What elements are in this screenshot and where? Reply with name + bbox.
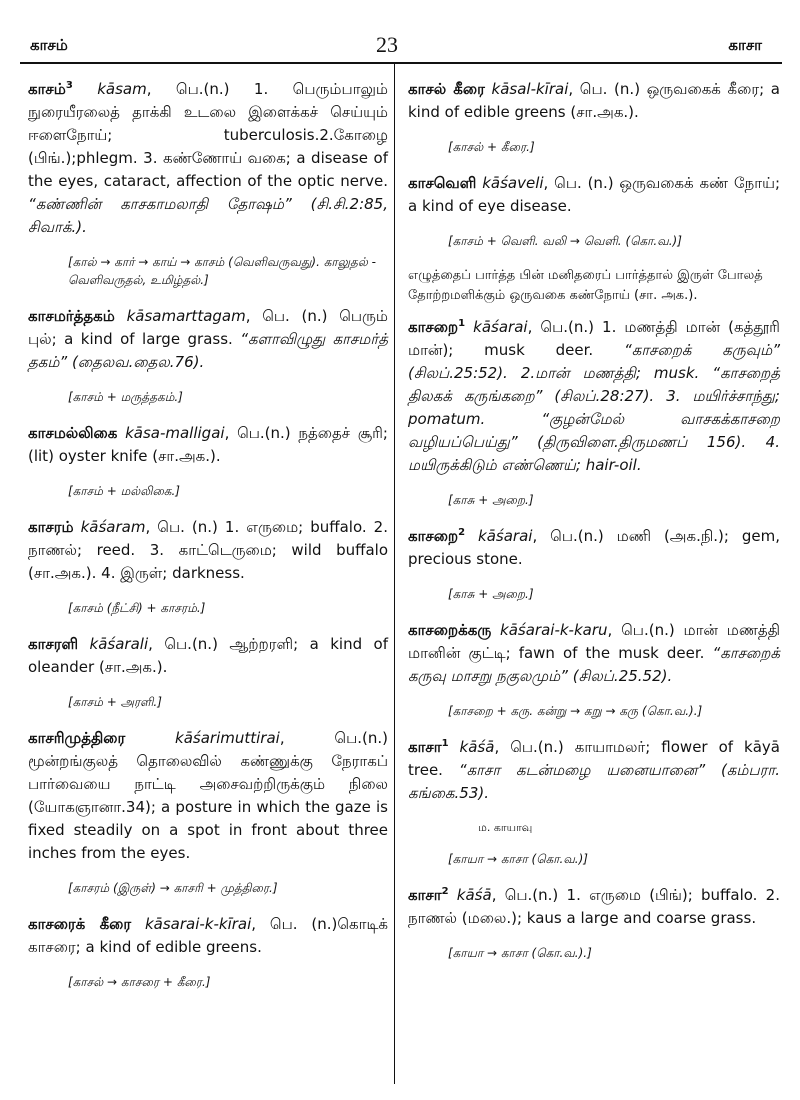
homonym-number: 2 — [458, 527, 466, 538]
entry-definition: , பெ.(n.) காயாமலர்; flower of kāyā tree. — [408, 738, 780, 779]
entry-headword: காசா — [408, 886, 442, 904]
header-rule — [20, 62, 782, 64]
dictionary-entry — [28, 633, 388, 679]
entry-definition: , பெ. (n.) பெரும் புல்; a kind of large grass. — [28, 307, 388, 348]
entry-etymology: [காசல் + கீரை.] — [448, 140, 535, 154]
entry-transliteration: kāsarai-k-kīrai — [144, 915, 252, 933]
dictionary-entry — [28, 516, 388, 585]
entry-etymology: [காசறை + கரு. கன்று → கறு → கரு (கொ.வ.).] — [448, 704, 703, 718]
entry-etymology: [காசம் + வெளி. வலி → வெளி. (கொ.வ.)] — [448, 234, 682, 248]
entry-definition: , பெ.(n.) 1. மணத்தி மான் (கத்தூரி மான்); musk deer. — [408, 318, 780, 359]
entry-definition: , பெ.(n.) ஆற்றரளி; a kind of oleander (சா.அக.). — [28, 635, 388, 676]
entry-transliteration: kāśarai-k-karu — [500, 621, 608, 639]
entry-headword: காசமர்த்தகம் — [28, 307, 115, 325]
entry-etymology: [காயா → காசா (கொ.வ.)] — [448, 852, 588, 866]
entry-transliteration: kāśaram — [80, 518, 146, 536]
page-header — [0, 0, 800, 62]
entry-headword: காசறைக்கரு — [408, 621, 492, 639]
entry-definition: , பெ.(n.) 1. எருமை (பிங்); buffalo. 2. நாணல் (மலை.); kaus a large and coarse grass. — [408, 886, 780, 927]
dictionary-entry — [408, 884, 780, 930]
entry-etymology: [காசம் (நீட்சி) + காசரம்.] — [68, 601, 206, 615]
entry-headword: காசவெளி — [408, 174, 477, 192]
entry-transliteration: kāśaveli — [482, 174, 544, 192]
entry-definition: , பெ.(n.) 1. பெரும்பாலும் நுரையீரலைத் தாக்கி உடலை இளைக்கச் செய்யும் ஈளைநோய்; tuberculosis.2.கோழை (பிங்.);phlegm. 3. கண்ணோய் வகை; a disease of the eyes, cataract, affection of the optic nerve. — [28, 80, 388, 190]
entry-transliteration: kāśarai — [478, 527, 533, 545]
dictionary-entry — [28, 78, 388, 239]
entry-headword: காசம் — [28, 80, 66, 98]
entry-transliteration: kāśarai — [473, 318, 528, 336]
homonym-number: 3 — [65, 80, 73, 91]
entry-etymology: [காசம் + மருத்தகம்.] — [68, 390, 183, 404]
entry-etymology: [காசு + அறை.] — [448, 587, 534, 601]
entry-definition: , பெ. (n.) 1. எருமை; buffalo. 2. நாணல்; reed. 3. காட்டெருமை; wild buffalo (சா.அக.). 4. இருள்; darkness. — [28, 518, 388, 582]
homonym-number: 1 — [458, 318, 466, 329]
dictionary-entry — [408, 316, 780, 477]
entry-citation: “காசா கடன்மழை யனையானை” (கம்பரா. கங்கை.53). — [408, 761, 780, 802]
header-left-guideword: காசம் — [30, 36, 68, 54]
entry-definition: , பெ.(n.) மூன்றங்குலத் தொலைவில் கண்ணுக்கு நேராகப் பார்வையை நாட்டி அசைவற்றிருக்கும் நிலை (யோகஞானா.34); a posture in which the gaze is fixed steadily on a spot in front about three inches from the eyes. — [28, 729, 388, 862]
entry-etymology: [காசு + அறை.] — [448, 493, 534, 507]
entry-definition: , பெ.(n.) மணி (அக.நி.); gem, precious stone. — [408, 527, 780, 568]
dictionary-entry — [28, 727, 388, 865]
entry-definition: , பெ.(n.) நத்தைச் சூரி; (lit) oyster knife (சா.அக.). — [28, 424, 388, 465]
entry-transliteration: kāśā — [459, 738, 495, 756]
entry-transliteration: kāśā — [456, 886, 492, 904]
right-column — [408, 78, 780, 978]
entry-headword: காசமல்லிகை — [28, 424, 118, 442]
entry-citation: “கண்ணின் காசகாமலாதி தோஷம்” (சி.சி.2:85, சிவாக்.). — [28, 195, 388, 236]
column-divider — [394, 64, 395, 1084]
cognate-note: ம. காயாவு — [478, 821, 533, 834]
dictionary-entry — [28, 305, 388, 374]
entry-definition: , பெ. (n.) ஒருவகைக் கண் நோய்; a kind of eye disease. — [408, 174, 780, 215]
dictionary-entry — [28, 422, 388, 468]
entry-etymology: [காசம் + மல்லிகை.] — [68, 484, 180, 498]
entry-etymology: [காசரம் (இருள்) → காசரி + முத்திரை.] — [68, 881, 278, 895]
entry-headword: காசரம் — [28, 518, 74, 536]
entry-headword: காசரைக் கீரை — [28, 915, 132, 933]
entry-citation: “களாவிழுது காசமர்த் தகம்” (தைலவ.தைல.76). — [28, 330, 388, 371]
entry-transliteration: kāsa-malligai — [125, 424, 225, 442]
dictionary-entry — [408, 172, 780, 218]
left-column — [28, 78, 388, 1007]
page-number: 23 — [376, 32, 398, 57]
entry-headword: காசறை — [408, 527, 459, 545]
dictionary-entry — [408, 78, 780, 124]
entry-note: எழுத்தைப் பார்த்த பின் மனிதரைப் பார்த்தால் இருள் போலத் தோற்றமளிக்கும் ஒருவகை கண்நோய் (சா. அக.). — [408, 268, 763, 303]
entry-etymology: [கால் → கார் → காய் → காசம் (வெளிவருவது). காலுதல் - வெளிவருதல், உமிழ்தல்.] — [68, 255, 376, 287]
homonym-number: 1 — [441, 738, 449, 749]
entry-etymology: [காசல் → காசரை + கீரை.] — [68, 975, 211, 989]
entry-transliteration: kāśarimuttirai — [175, 729, 280, 747]
dictionary-entry — [408, 619, 780, 688]
entry-definition: , பெ.(n.) மான் மணத்தி மானின் குட்டி; fawn of the musk deer. — [408, 621, 780, 662]
entry-headword: காசா — [408, 738, 442, 756]
dictionary-entry — [28, 913, 388, 959]
entry-etymology: [காயா → காசா (கொ.வ.).] — [448, 946, 592, 960]
entry-headword: காசறை — [408, 318, 459, 336]
entry-citation: “காசறைக் கருவு மாசறு நகுலமும்” (சிலப்.25.52). — [408, 644, 780, 685]
entry-headword: காசரிமுத்திரை — [28, 729, 126, 747]
entry-definition: , பெ. (n.) ஒருவகைக் கீரை; a kind of edible greens (சா.அக.). — [408, 80, 781, 121]
homonym-number: 2 — [441, 886, 449, 897]
header-right-guideword: காசா — [728, 36, 762, 54]
entry-citation: “காசறைக் கருவும்” (சிலப்.25:52). 2.மான் மணத்தி; musk. “காசறைத் திலகக் கருங்கறை” (சிலப்.28:27). 3. மயிர்ச்சாந்து; pomatum. “குழன்மேல் வாசகக்காசறை வழியப்பெய்து” (திருவிளை.திருமணப் 156). 4. மயிருக்கிடும் எண்ணெய்; hair-oil. — [408, 341, 781, 474]
entry-transliteration: kāsal-kīrai — [491, 80, 569, 98]
dictionary-entry — [408, 736, 780, 805]
entry-etymology: [காசம் + அரளி.] — [68, 695, 162, 709]
entry-headword: காசரளி — [28, 635, 79, 653]
entry-definition: , பெ. (n.)கொடிக் காசரை; a kind of edible greens. — [28, 915, 388, 956]
entry-transliteration: kāśarali — [89, 635, 149, 653]
entry-transliteration: kāsam — [97, 80, 147, 98]
entry-headword: காசல் கீரை — [408, 80, 485, 98]
entry-transliteration: kāsamarttagam — [126, 307, 246, 325]
dictionary-entry — [408, 525, 780, 571]
